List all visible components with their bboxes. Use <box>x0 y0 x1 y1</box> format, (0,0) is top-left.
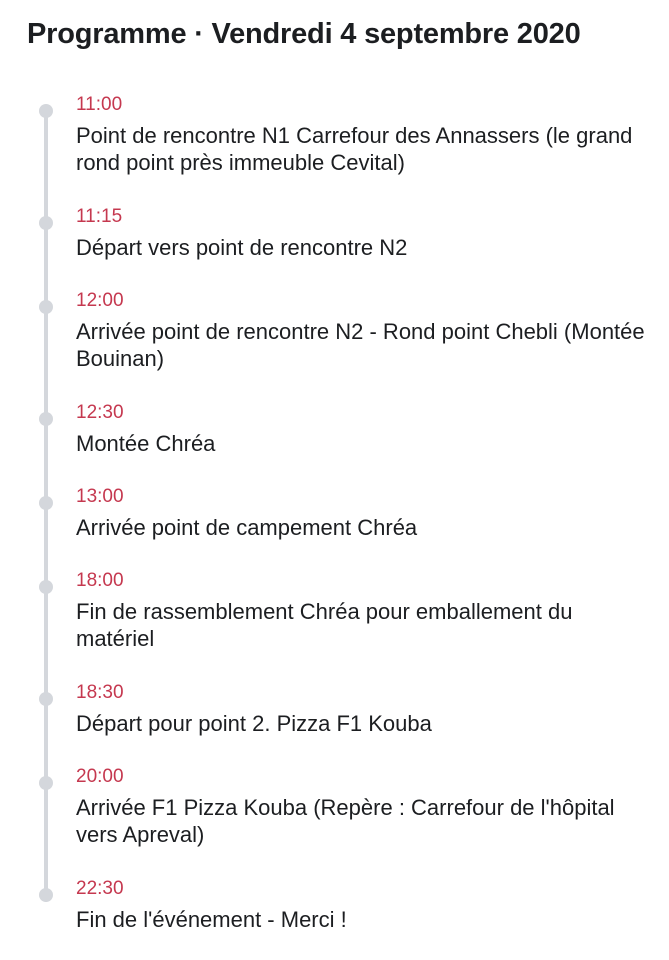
schedule-description: Point de rencontre N1 Carrefour des Annassers (le grand rond point près immeuble Cevital) <box>76 123 633 175</box>
schedule-time: 20:00 <box>76 766 124 787</box>
timeline-dot-icon <box>39 104 53 118</box>
schedule-time: 11:15 <box>76 206 123 227</box>
schedule-description: Montée Chréa <box>76 431 216 456</box>
timeline-dot-icon <box>39 580 53 594</box>
timeline-dot-icon <box>39 496 53 510</box>
schedule-time: 18:30 <box>76 682 124 703</box>
timeline-dot-icon <box>39 300 53 314</box>
page-title: Programme · Vendredi 4 septembre 2020 <box>27 18 581 50</box>
schedule-time: 12:00 <box>76 290 124 311</box>
schedule-time: 12:30 <box>76 402 124 423</box>
schedule-time: 18:00 <box>76 570 124 591</box>
timeline-dot-icon <box>39 776 53 790</box>
schedule-time: 13:00 <box>76 486 124 507</box>
timeline-dot-icon <box>39 692 53 706</box>
timeline-dot-icon <box>39 888 53 902</box>
schedule-description: Arrivée F1 Pizza Kouba (Repère : Carrefour de l'hôpital vers Apreval) <box>76 795 615 847</box>
schedule-description: Fin de l'événement - Merci ! <box>76 907 347 932</box>
schedule-time: 11:00 <box>76 94 123 115</box>
timeline-dot-icon <box>39 216 53 230</box>
schedule-description: Fin de rassemblement Chréa pour emballement du matériel <box>76 599 573 651</box>
schedule-description: Arrivée point de rencontre N2 - Rond point Chebli (Montée Bouinan) <box>76 319 645 371</box>
schedule-description: Arrivée point de campement Chréa <box>76 515 418 540</box>
schedule-time: 22:30 <box>76 878 124 899</box>
timeline-dot-icon <box>39 412 53 426</box>
schedule-description: Départ pour point 2. Pizza F1 Kouba <box>76 711 432 736</box>
schedule-description: Départ vers point de rencontre N2 <box>76 235 408 260</box>
